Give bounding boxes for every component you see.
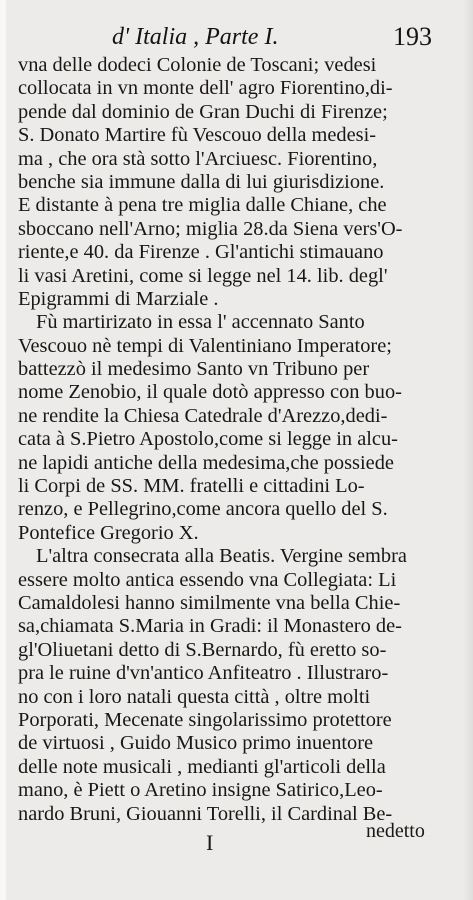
catchword: nedetto [366,820,425,842]
text-line: Pontefice Gregorio X. [18,521,199,544]
text-line: li vasi Aretini, come si legge nel 14. lib. degl' [18,264,388,287]
text-line: mano, è Piett o Aretino insigne Satirico,Leo- [18,779,383,802]
text-line: ne lapidi antiche della medesima,che possiede [18,451,394,474]
text-line: Epigrammi di Marziale . [18,287,219,310]
text-line: ne rendite la Chiesa Catedrale d'Arezzo,dedi- [18,404,388,427]
text-line: essere molto antica essendo vna Collegiata: Li [18,568,397,591]
text-line: pende dal dominio de Gran Duchi di Firenze; [18,100,388,123]
text-line: de virtuosi , Guido Musico primo inuentore [18,732,374,755]
text-line: S. Donato Martire fù Vescouo della medesi- [18,124,377,147]
body-text [18,54,438,826]
text-line: L'altra consecrata alla Beatis. Vergine sembra [36,545,407,568]
text-line: E distante à pena tre miglia dalle Chiane, che [18,194,387,217]
text-line: vna delle dodeci Colonie de Toscani; vedesi [18,54,377,76]
text-line: gl'Oliuetani detto di S.Bernardo, fù eretto so- [18,638,387,661]
page-footer [6,820,473,860]
text-line: delle note musicali , medianti gl'articoli della [18,755,386,778]
text-line: no con i loro natali questa città , oltre molti [18,685,371,708]
text-line: benche sia immune dalla di lui giurisdizione. [18,170,385,193]
running-head: d' Italia , Parte I. [112,24,279,50]
text-line: sboccano nell'Arno; miglia 28.da Siena vers'O- [18,217,403,240]
text-line: Vescouo nè tempi di Valentiniano Imperatore; [18,334,392,357]
page-header [102,20,432,54]
text-line: Fù martirizato in essa l' accennato Santo [36,311,365,334]
signature-mark: I [206,830,214,855]
text-line: cata à S.Pietro Apostolo,come si legge in alcu- [18,428,398,451]
text-line: li Corpi de SS. MM. fratelli e cittadini Lo- [18,475,365,498]
text-line: renzo, e Pellegrino,come ancora quello del S. [18,498,388,521]
text-line: pra le ruine d'vn'antico Anfiteatro . Illustraro- [18,662,389,685]
text-line: ma , che ora stà sotto l'Arciuesc. Fiorentino, [18,147,378,170]
page-number: 193 [393,22,432,51]
text-line: Porporati, Mecenate singolarissimo protettore [18,708,392,731]
text-line: Camaldolesi hanno similmente vna bella Chie- [18,591,401,614]
text-line: nome Zenobio, il quale dotò appresso con buo- [18,381,402,404]
text-line: battezzò il medesimo Santo vn Tribuno per [18,358,370,381]
text-line: riente,e 40. da Firenze . Gl'antichi stimauano [18,241,384,264]
text-line: nardo Bruni, Giouanni Torelli, il Cardinal Be- [18,802,393,825]
text-line: collocata in vn monte dell' agro Fiorentino,di- [18,77,393,100]
text-line: sa,chiamata S.Maria in Gradi: il Monastero de- [18,615,402,638]
